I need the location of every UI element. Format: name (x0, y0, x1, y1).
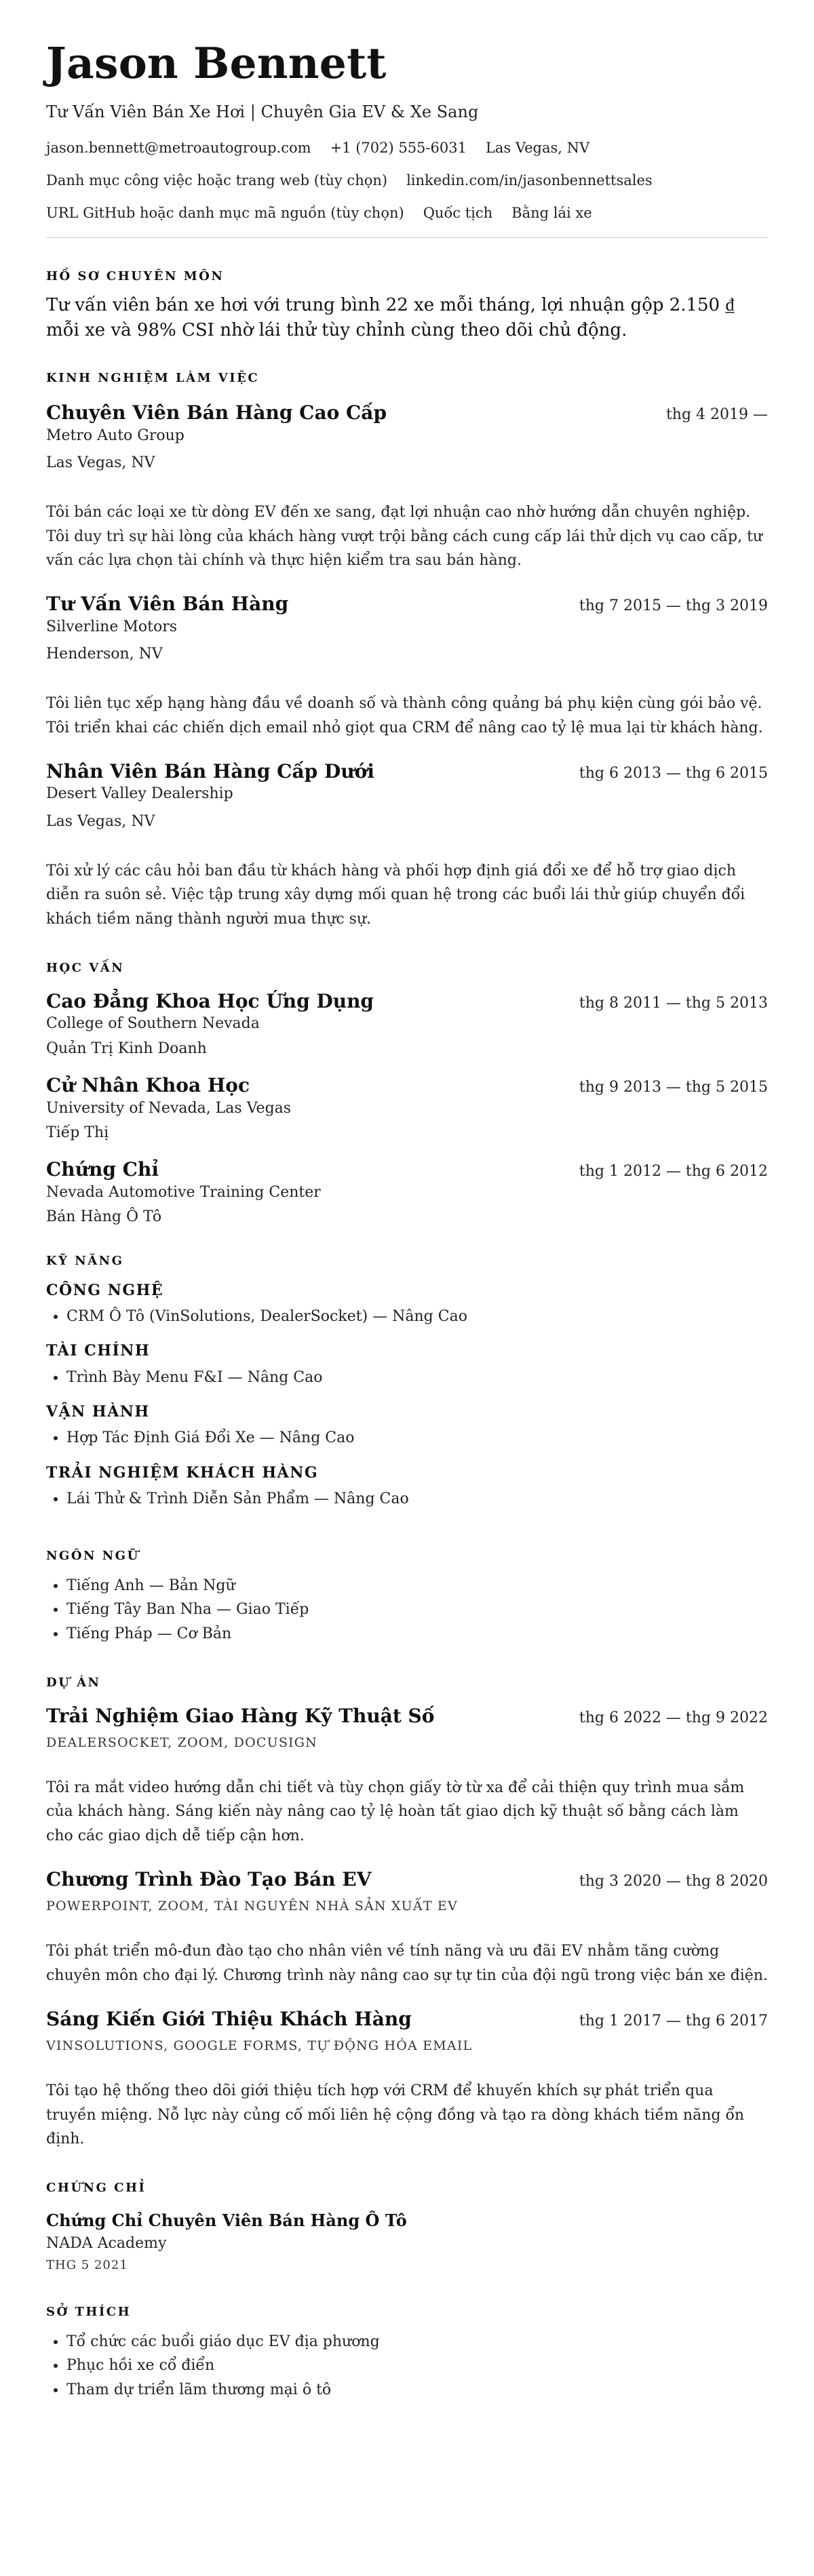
section-title-experience: KINH NGHIỆM LÀM VIỆC (46, 371, 260, 386)
interest-item: • Phục hồi xe cổ điển (66, 2354, 768, 2377)
job-role: Nhân Viên Bán Hàng Cấp Dưới (46, 759, 374, 782)
skill-group (46, 1282, 768, 1329)
languages-section (46, 1549, 768, 1646)
entry-header (46, 401, 768, 424)
job-role: Chuyên Viên Bán Hàng Cao Cấp (46, 401, 387, 424)
skill-item: • Hợp Tác Định Giá Đổi Xe — Nâng Cao (66, 1426, 768, 1450)
entry-header (46, 1158, 768, 1181)
certification-issuer: NADA Academy (46, 2234, 167, 2252)
project-dates: thg 1 2017 — thg 6 2017 (579, 2012, 768, 2029)
interest-item: • Tổ chức các buổi giáo dục EV địa phương (66, 2330, 768, 2354)
certification-item (46, 2211, 768, 2272)
language-list (46, 1574, 768, 1646)
job-dates: thg 6 2013 — thg 6 2015 (579, 764, 768, 782)
education-section (46, 961, 768, 1227)
education-item (46, 990, 768, 1058)
education-dates: thg 8 2011 — thg 5 2013 (579, 994, 768, 1012)
skill-list (46, 1305, 768, 1328)
job-location: Henderson, NV (46, 645, 163, 662)
skill-item: • Lái Thử & Trình Diễn Sản Phẩm — Nâng Cao (66, 1487, 768, 1511)
skill-group (46, 1342, 768, 1389)
projects-section (46, 1676, 768, 2151)
project-item (46, 1705, 768, 1848)
tagline: Tư Vấn Viên Bán Xe Hơi | Chuyên Gia EV & Xe Sang (46, 102, 479, 122)
school: College of Southern Nevada (46, 1015, 260, 1033)
summary-text: Tư vấn viên bán xe hơi với trung bình 22 xe mỗi tháng, lợi nhuận gộp 2.150 ₫ mỗi xe và 98% CSI nhờ lái thử tùy chỉnh cùng theo dõi chủ động. (46, 294, 735, 341)
job-company: Silverline Motors (46, 618, 178, 635)
education-item (46, 1158, 768, 1226)
job-description: Tôi bán các loại xe từ dòng EV đến xe sang, đạt lợi nhuận cao nhờ hướng dẫn chuyên nghiệp. Tôi duy trì sự hài lòng của khách hàng vượt trội bằng cách cung cấp lái thử dịch vụ cao cấp, tư vấn các lựa chọn tài chính và thực hiện kiểm tra sau bán hàng. (46, 504, 763, 569)
contact-block (46, 139, 768, 222)
project-name: Chương Trình Đào Tạo Bán EV (46, 1867, 372, 1890)
entry-header (46, 593, 768, 616)
project-name: Sáng Kiến Giới Thiệu Khách Hàng (46, 2007, 412, 2030)
experience-item (46, 760, 768, 931)
skill-list (46, 1366, 768, 1389)
phone-text: +1 (702) 555-6031 (330, 139, 467, 156)
entry-header (46, 2008, 768, 2031)
project-description: Tôi phát triển mô-đun đào tạo cho nhân viên về tính năng và ưu đãi EV nhằm tăng cường chuyên môn cho đại lý. Chương trình này nâng cao sự tự tin của đội ngũ trong việc bán xe điện. (46, 1943, 768, 1984)
contact-row (46, 204, 768, 222)
experience-item (46, 401, 768, 572)
section-title-certifications: CHỨNG CHỈ (46, 2180, 147, 2195)
section-title-languages: NGÔN NGỮ (46, 1549, 140, 1564)
skill-category: TÀI CHÍNH (46, 1342, 151, 1360)
job-dates: thg 4 2019 — (665, 406, 768, 424)
skill-list (46, 1487, 768, 1511)
project-description: Tôi ra mắt video hướng dẫn chi tiết và tùy chọn giấy tờ từ xa để cải thiện quy trình mua sắm của khách hàng. Sáng kiến này nâng cao tỷ lệ hoàn tất giao dịch kỹ thuật số bằng cách làm cho các giao dịch dễ tiếp cận hơn. (46, 1779, 745, 1844)
interest-item: • Tham dự triển lãm thương mại ô tô (66, 2378, 768, 2402)
contact-row (46, 172, 768, 189)
skill-category: CÔNG NGHỆ (46, 1281, 164, 1299)
entry-header (46, 1705, 768, 1728)
degree: Cử Nhân Khoa Học (46, 1074, 250, 1097)
skill-item: • Trình Bày Menu F&I — Nâng Cao (66, 1366, 768, 1389)
education-item (46, 1074, 768, 1142)
candidate-name: Jason Bennett (46, 38, 387, 88)
school: University of Nevada, Las Vegas (46, 1099, 292, 1117)
entry-header (46, 1074, 768, 1097)
job-location: Las Vegas, NV (46, 812, 155, 830)
certifications-section (46, 2181, 768, 2272)
project-description: Tôi tạo hệ thống theo dõi giới thiệu tích hợp với CRM để khuyến khích sự phát triển qua truyền miệng. Nỗ lực này củng cố mối liên hệ cộng đồng và tạo ra dòng khách tiềm năng ổn định. (46, 2082, 745, 2147)
skill-list (46, 1426, 768, 1450)
location-text: Las Vegas, NV (485, 139, 590, 156)
project-tech: POWERPOINT, ZOOM, TÀI NGUYÊN NHÀ SẢN XUẤT EV (46, 1899, 458, 1914)
skill-category: VẬN HÀNH (46, 1402, 150, 1421)
experience-item (46, 593, 768, 740)
job-description: Tôi xử lý các câu hỏi ban đầu từ khách hàng và phối hợp định giá đổi xe để hỗ trợ giao dịch diễn ra suôn sẻ. Việc tập trung xây dựng mối quan hệ trong các buổi lái thử giúp chuyển đổi khách tiềm năng thành người mua thực sự. (46, 863, 745, 928)
job-role: Tư Vấn Viên Bán Hàng (46, 593, 289, 615)
project-tech: DEALERSOCKET, ZOOM, DOCUSIGN (46, 1735, 317, 1751)
license-text: Bằng lái xe (511, 205, 592, 222)
education-dates: thg 1 2012 — thg 6 2012 (579, 1163, 768, 1181)
header-divider (46, 237, 768, 238)
interests-section (46, 2305, 768, 2402)
portfolio-link[interactable]: Danh mục công việc hoặc trang web (tùy chọn) (46, 172, 388, 189)
degree: Chứng Chỉ (46, 1158, 159, 1181)
experience-section (46, 371, 768, 931)
job-location: Las Vegas, NV (46, 454, 155, 472)
certification-date: THG 5 2021 (46, 2258, 128, 2273)
github-link[interactable]: URL GitHub hoặc danh mục mã nguồn (tùy chọn) (46, 205, 404, 222)
education-dates: thg 9 2013 — thg 5 2015 (579, 1079, 768, 1096)
language-item: • Tiếng Pháp — Cơ Bản (66, 1622, 768, 1646)
project-tech: VINSOLUTIONS, GOOGLE FORMS, TỰ ĐỘNG HÓA EMAIL (46, 2038, 473, 2054)
job-company: Metro Auto Group (46, 427, 185, 444)
school: Nevada Automotive Training Center (46, 1184, 321, 1202)
language-item: • Tiếng Tây Ban Nha — Giao Tiếp (66, 1598, 768, 1621)
interest-list (46, 2330, 768, 2402)
job-description: Tôi liên tục xếp hạng hàng đầu về doanh số và thành công quảng bá phụ kiện cùng gói bảo vệ. Tôi triển khai các chiến dịch email nhỏ giọt qua CRM để nâng cao tỷ lệ mua lại từ khách hàng. (46, 695, 763, 736)
project-name: Trải Nghiệm Giao Hàng Kỹ Thuật Số (46, 1704, 435, 1727)
certification-name: Chứng Chỉ Chuyên Viên Bán Hàng Ô Tô (46, 2210, 407, 2230)
linkedin-link[interactable]: linkedin.com/in/jasonbennettsales (406, 172, 653, 189)
section-title-skills: KỸ NĂNG (46, 1253, 124, 1268)
job-company: Desert Valley Dealership (46, 785, 233, 803)
summary-section (46, 269, 768, 344)
section-title-education: HỌC VẤN (46, 960, 125, 975)
field-of-study: Tiếp Thị (46, 1124, 109, 1142)
job-dates: thg 7 2015 — thg 3 2019 (579, 597, 768, 614)
skill-item: • CRM Ô Tô (VinSolutions, DealerSocket) — Nâng Cao (66, 1305, 768, 1328)
entry-header (46, 1868, 768, 1891)
degree: Cao Đẳng Khoa Học Ứng Dụng (46, 989, 374, 1012)
project-dates: thg 3 2020 — thg 8 2020 (579, 1872, 768, 1890)
language-item: • Tiếng Anh — Bản Ngữ (66, 1574, 768, 1598)
project-dates: thg 6 2022 — thg 9 2022 (579, 1709, 768, 1726)
skill-category: TRẢI NGHIỆM KHÁCH HÀNG (46, 1463, 319, 1482)
nationality-text: Quốc tịch (423, 205, 493, 222)
contact-row (46, 139, 768, 157)
project-item (46, 1868, 768, 1987)
project-item (46, 2008, 768, 2151)
field-of-study: Bán Hàng Ô Tô (46, 1208, 162, 1226)
skills-section (46, 1254, 768, 1511)
section-title-interests: SỞ THÍCH (46, 2305, 132, 2320)
section-title-projects: DỰ ÁN (46, 1675, 101, 1690)
section-title-summary: HỒ SƠ CHUYÊN MÔN (46, 269, 225, 283)
skill-group (46, 1403, 768, 1450)
field-of-study: Quản Trị Kinh Doanh (46, 1039, 207, 1057)
entry-header (46, 990, 768, 1013)
entry-header (46, 760, 768, 783)
email-link[interactable]: jason.bennett@metroautogroup.com (46, 139, 311, 156)
skill-group (46, 1464, 768, 1511)
